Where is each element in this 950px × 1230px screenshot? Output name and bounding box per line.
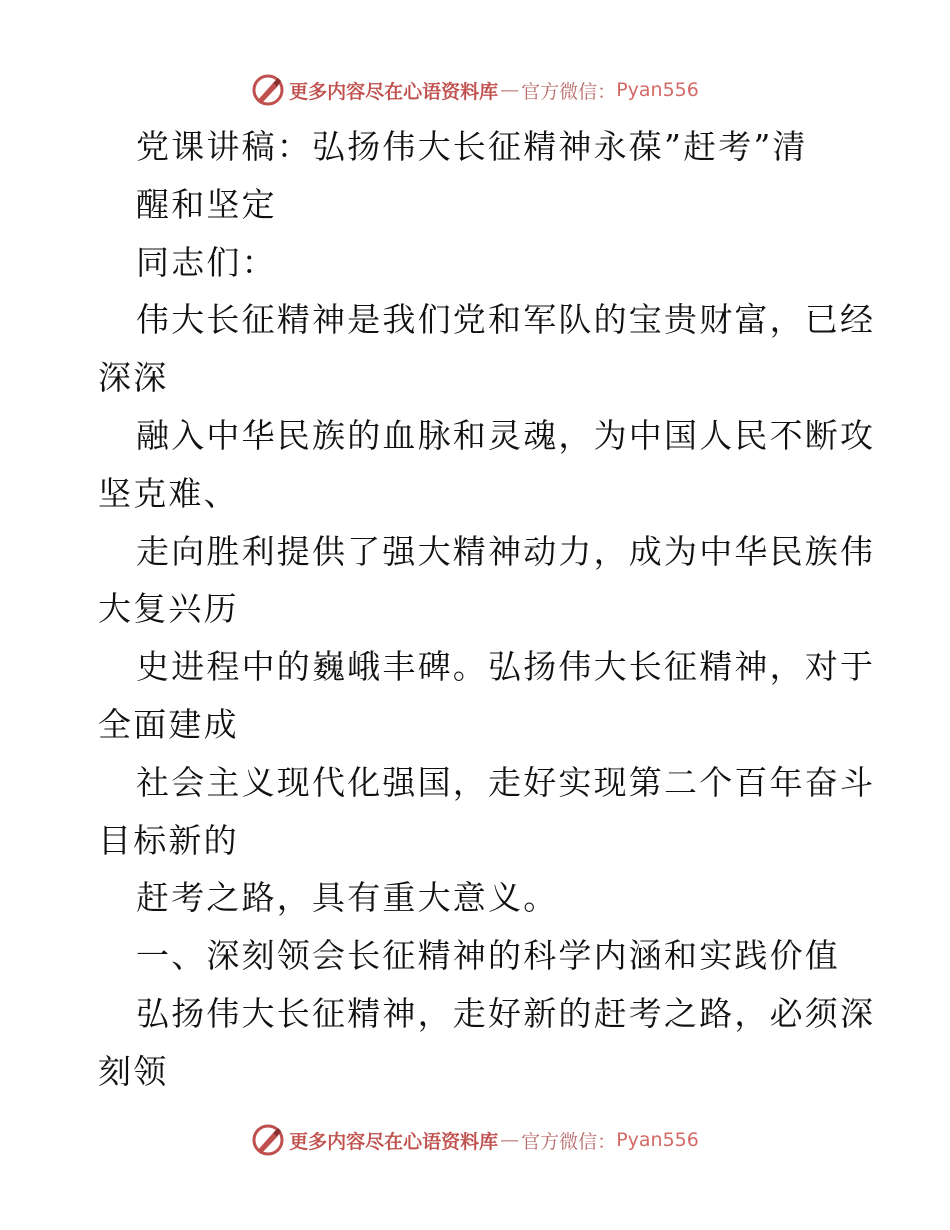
text-line: 目标新的 [98, 820, 239, 860]
pen-logo-icon [251, 73, 285, 107]
watermark-title: 更多内容尽在心语资料库 [289, 1130, 499, 1153]
watermark-title: 更多内容尽在心语资料库 [289, 80, 499, 103]
text-line: 融入中华民族的血脉和灵魂，为中国人民不断攻 [136, 415, 876, 455]
watermark-channel: 官方微信： [521, 1130, 617, 1153]
footer-watermark [0, 1120, 950, 1160]
text-line: 史进程中的巍峨丰碑。弘扬伟大长征精神，对于 [136, 647, 876, 687]
watermark-id: Pyan556 [616, 79, 699, 101]
text-line: 社会主义现代化强国，走好实现第二个百年奋斗 [136, 762, 876, 802]
text-line: 醒和坚定 [136, 184, 277, 224]
text-line: 刻领 [98, 1051, 169, 1091]
text-line: 深深 [98, 358, 169, 398]
text-line: 走向胜利提供了强大精神动力，成为中华民族伟 [136, 531, 876, 571]
text-line: 坚克难、 [98, 473, 239, 513]
watermark-separator: — [500, 1129, 520, 1151]
section-heading: 一、深刻领会长征精神的科学内涵和实践价值 [136, 936, 840, 976]
text-line: 党课讲稿：弘扬伟大长征精神永葆”赶考”清 [136, 127, 808, 166]
text-line: 伟大长征精神是我们党和军队的宝贵财富，已经 [136, 300, 876, 340]
text-line: 弘扬伟大长征精神，走好新的赶考之路，必须深 [136, 993, 876, 1033]
pen-logo-icon [251, 1123, 285, 1157]
text-line: 同志们： [136, 242, 277, 282]
document-body [98, 118, 876, 1101]
text-line: 大复兴历 [98, 589, 239, 629]
watermark-id: Pyan556 [616, 1129, 699, 1151]
text-line: 赶考之路，具有重大意义。 [136, 878, 559, 918]
text-line: 全面建成 [98, 704, 239, 744]
watermark-separator: — [500, 79, 520, 101]
header-watermark [0, 70, 950, 110]
watermark-channel: 官方微信： [521, 80, 617, 103]
